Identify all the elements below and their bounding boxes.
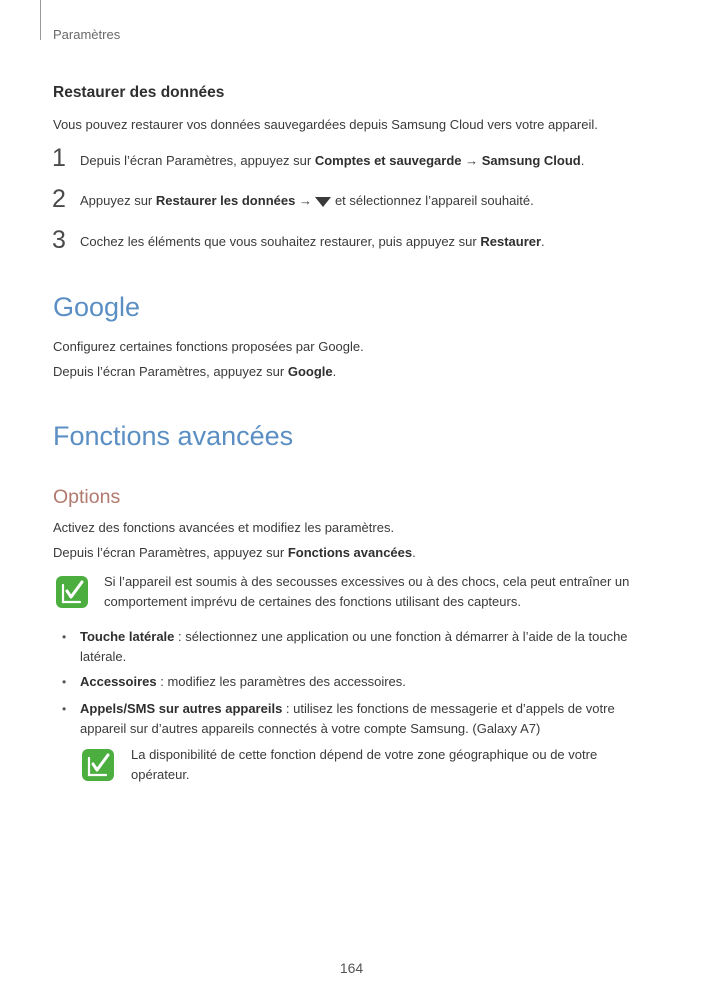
bullet-item-3: Appels/SMS sur autres appareils : utilisez les fonctions de messagerie et d’appels de votre: [80, 701, 615, 716]
note-1-line-1: Si l’appareil est soumis à des secousses excessives ou à des chocs, cela peut entraîner un: [104, 574, 630, 589]
bullet-item-1-cont: latérale.: [80, 649, 127, 664]
note-2-line-1: La disponibilité de cette fonction dépend de votre zone géographique ou de votre: [131, 747, 598, 762]
options-title: Options: [53, 486, 121, 508]
bullet-icon: •: [62, 675, 67, 689]
note-2-line-2: opérateur.: [131, 767, 190, 782]
step-1-text: Depuis l’écran Paramètres, appuyez sur Comptes et sauvegarde → Samsung Cloud.: [80, 153, 585, 168]
step-2-text: Appuyez sur Restaurer les données → et sélectionnez l’appareil souhaité.: [80, 193, 534, 208]
google-line-1: Configurez certaines fonctions proposées par Google.: [53, 339, 364, 354]
bullet-item-1: Touche latérale : sélectionnez une application ou une fonction à démarrer à l’aide de la touche: [80, 629, 628, 644]
note-icon: [56, 576, 88, 608]
step-3-text: Cochez les éléments que vous souhaitez restaurer, puis appuyez sur Restaurer.: [80, 234, 545, 249]
google-line-2: Depuis l’écran Paramètres, appuyez sur Google.: [53, 364, 337, 379]
running-header: Paramètres: [53, 27, 121, 42]
bullet-item-3-cont: appareil sur d’autres appareils connectés à votre compte Samsung. (Galaxy A7): [80, 721, 541, 736]
advanced-title: Fonctions avancées: [53, 421, 294, 451]
options-line-1: Activez des fonctions avancées et modifiez les paramètres.: [53, 520, 395, 535]
note-1-line-2: comportement imprévu de certaines des fonctions utilisant des capteurs.: [104, 594, 521, 609]
step-number-2: 2: [52, 185, 66, 213]
bullet-item-2: Accessoires : modifiez les paramètres des accessoires.: [80, 674, 406, 689]
bullet-icon: •: [62, 702, 67, 716]
bullet-icon: •: [62, 630, 67, 644]
restore-intro: Vous pouvez restaurer vos données sauvegardées depuis Samsung Cloud vers votre appareil.: [53, 117, 598, 132]
dropdown-arrow-icon: [315, 197, 331, 207]
step-number-1: 1: [52, 144, 66, 172]
page-number: 164: [339, 960, 364, 976]
options-line-2: Depuis l’écran Paramètres, appuyez sur Fonctions avancées.: [53, 545, 416, 560]
google-title: Google: [53, 292, 141, 322]
restore-title: Restaurer des données: [53, 84, 225, 101]
step-number-3: 3: [52, 226, 66, 254]
header-rule: [40, 0, 41, 40]
note-icon: [82, 749, 114, 781]
